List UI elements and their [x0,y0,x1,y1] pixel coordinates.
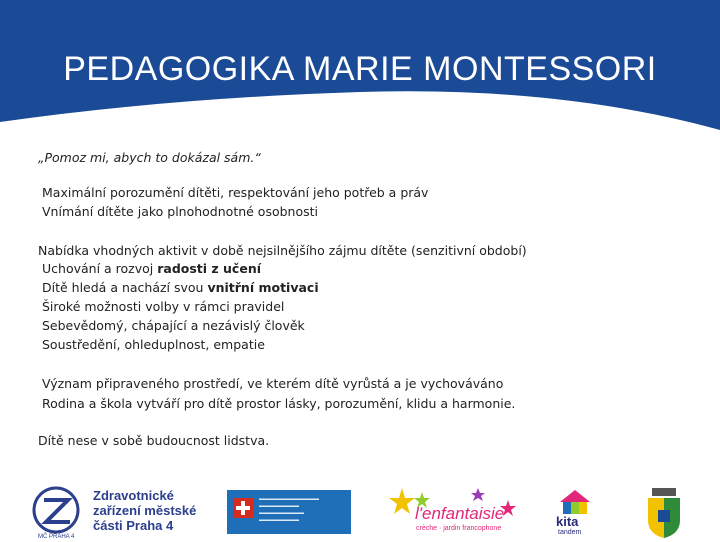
list-item [42,280,319,295]
swiss-cooperation-logo [227,490,351,534]
enfantaisie-subtitle: crèche · jardin francophone [416,525,502,532]
closing-statement: Dítě nese v sobě budoucnost lidstva. [38,433,270,448]
enfantaisie-name: l'enfantaisie [415,504,505,523]
kita-name: kita [556,514,579,529]
list-item: Rodina a škola vytváří pro dítě prostor lásky, porozumění, klidu a harmonie. [42,396,516,411]
zzm-line: zařízení městské [93,503,197,518]
list-item: Soustředění, ohleduplnost, empatie [42,337,265,352]
zzm-emblem-icon [28,482,88,542]
praha-coat-of-arms-icon [646,488,682,538]
emphasis-text: vnitřní motivaci [207,280,319,295]
list-item: Význam připraveného prostředí, ve kterém dítě vyrůstá a je vychováváno [42,376,504,391]
list-item: Vnímání dítěte jako plnohodnotné osobnosti [42,204,319,219]
list-item [42,261,261,276]
partner-logos [0,480,720,540]
kita-subtitle: tandem [558,529,582,536]
swiss-fine-print: ▬▬▬▬▬▬▬▬▬▬▬▬ ▬▬▬▬▬▬▬▬ ▬▬▬▬▬▬▬▬▬ ▬▬▬▬▬▬▬▬ [259,496,319,523]
list-item: Široké možnosti volby v rámci pravidel [42,299,285,314]
zzm-logo [0,480,220,540]
swiss-flag-icon [233,498,253,518]
list-item: Maximální porozumění dítěti, respektování jeho potřeb a práv [42,185,429,200]
emphasis-text: radosti z učení [157,261,262,276]
list-item: Nabídka vhodných aktivit v době nejsilnějšího zájmu dítěte (senzitivní období) [38,243,527,258]
kita-house-icon [558,488,592,516]
zzm-small-label: MČ PRAHA 4 [38,534,75,540]
list-item: Sebevědomý, chápající a nezávislý člověk [42,318,305,333]
page-title: PEDAGOGIKA MARIE MONTESSORI [63,50,657,88]
list-item-text: Uchování a rozvoj [42,261,158,276]
quote-text: „Pomoz mi, abych to dokázal sám.“ [38,150,261,165]
zzm-name [93,488,196,533]
list-item-text: Dítě hledá a nachází svou [42,280,208,295]
zzm-line: Zdravotnické [93,488,174,503]
zzm-line: části Praha 4 [93,518,174,533]
